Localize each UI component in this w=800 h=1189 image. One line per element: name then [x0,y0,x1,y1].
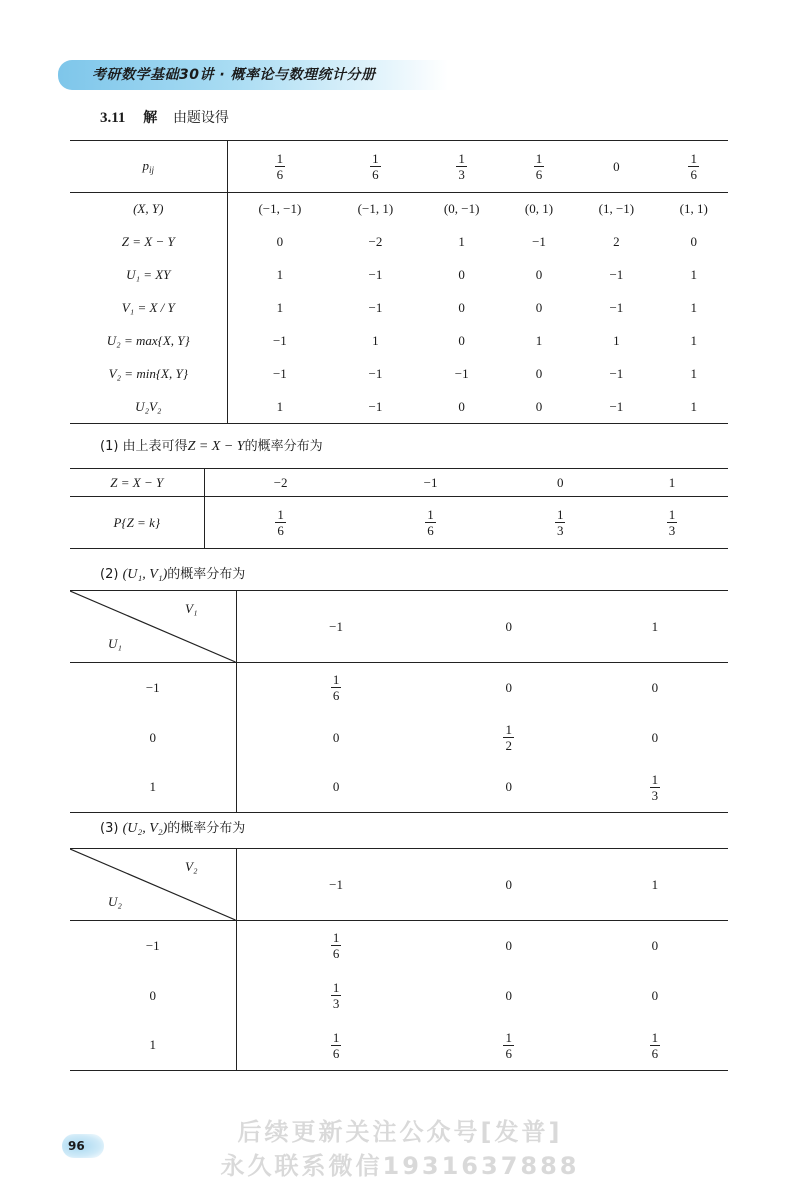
table-row [70,763,728,813]
part1-caption [100,438,323,456]
table-row [70,713,728,763]
row-header: V₂ = min{X, Y} [70,358,227,391]
part3-caption-suffix: 的概率分布为 [167,821,246,836]
value-cell [616,497,728,549]
numerator: 1 [332,980,340,995]
value-cell [236,971,436,1021]
value-cell [357,497,504,549]
fraction [331,980,342,1011]
corner-cell [70,591,236,663]
value-cell: 1 [690,366,697,381]
value-cell [436,1021,582,1071]
u2-v2-distribution-table [70,848,728,1071]
corner-v-label: V₂ [185,859,198,874]
numerator: 1 [427,507,434,522]
value-cell [436,713,582,763]
value-text: 0 [651,729,659,745]
value-cell: (1, −1) [598,201,635,217]
part2-caption-prefix: (2) [100,567,119,582]
denominator: 6 [427,523,434,538]
numerator: 1 [651,1029,659,1045]
value-cell: −1 [272,333,287,348]
row-header: U₂ = max{X, Y} [70,325,227,358]
corner-u-label: U₁ [108,636,122,651]
fraction [555,507,566,538]
value-cell: 1 [535,333,543,348]
value-cell: (−1, 1) [357,201,394,217]
fraction [688,151,699,182]
row-header: 1 [70,763,236,813]
denominator: 3 [458,167,465,182]
value-cell: 0 [535,267,543,282]
value-cell: 1 [276,398,284,414]
value-cell: −1 [368,398,383,414]
value-cell [332,141,418,193]
value-cell [582,971,728,1021]
row-header: P{Z = k} [70,497,204,549]
value-cell [504,497,616,549]
numerator: 1 [556,507,564,522]
joint-distribution-table [70,140,728,424]
row-header: −1 [70,663,236,713]
row-header: (X, Y) [70,193,227,226]
value-cell: 0 [535,366,543,381]
fraction [425,507,436,538]
value-cell: −1 [609,366,624,381]
p-subscript: ij [148,165,154,175]
row-header: V₁ = X / Y [70,292,227,325]
row-header: 0 [70,971,236,1021]
value-cell: −1 [368,300,383,315]
value-cell [236,713,436,763]
row-header: U₁ = XY [70,259,227,292]
value-cell [573,141,659,193]
value-cell [236,921,436,971]
numerator: 1 [458,151,465,166]
value-text: 0 [613,158,620,174]
table-row [70,921,728,971]
value-cell: 1 [372,333,379,348]
value-cell: 0 [458,300,465,315]
value-cell: 1 [276,300,284,315]
value-cell [582,921,728,971]
denominator: 6 [372,167,379,182]
value-cell [436,763,582,813]
numerator: 1 [505,722,512,737]
value-cell: 1 [613,333,620,348]
part3-caption [100,820,245,838]
value-cell: 0 [535,398,543,414]
part1-caption-prefix: (1) 由上表可得 [100,439,188,454]
banner-title: 考研数学基础30讲 · 概率论与数理统计分册 [92,67,376,83]
fraction [456,151,467,182]
table-row [70,971,728,1021]
fraction [331,930,342,961]
corner-v-label: V₁ [185,601,198,616]
denominator: 6 [332,1045,340,1061]
value-text: 0 [651,937,659,953]
value-cell: −1 [609,300,624,315]
value-cell: −1 [609,398,624,414]
fraction [503,722,514,753]
value-text: 0 [332,729,340,745]
value-text: 0 [505,679,512,695]
fraction [370,151,381,182]
header-row [70,849,728,921]
value-cell [236,663,436,713]
watermark-line-1: 后续更新关注公众号[发普] [237,1118,563,1146]
numerator: 1 [332,930,340,946]
value-cell [582,763,728,813]
part2-caption-suffix: 的概率分布为 [167,567,246,582]
row-header: Z = X − Y [70,226,227,259]
fraction [275,507,286,538]
value-text: 0 [505,779,512,795]
denominator: 6 [690,167,697,182]
denominator: 3 [651,787,659,803]
numerator: 1 [332,1029,340,1045]
value-text: 0 [651,679,659,695]
part3-caption-prefix: (3) [100,821,119,836]
numerator: 1 [651,771,659,787]
corner-u-label: U₂ [108,894,122,909]
u1-v1-distribution-table [70,590,728,813]
denominator: 3 [556,523,564,538]
value-cell: 0 [690,234,697,249]
value-cell: 0 [535,300,543,315]
fraction [667,507,678,538]
value-cell: −1 [532,234,546,249]
denominator: 6 [535,167,543,182]
problem-heading [100,108,229,128]
watermark-line-2: 永久联系微信1931637888 [220,1152,580,1180]
table-row [70,663,728,713]
value-cell [582,1021,728,1071]
value-text: 0 [505,937,512,953]
fraction [275,151,286,182]
z-prob-row [70,497,728,549]
value-cell: −1 [454,366,469,381]
denominator: 6 [505,1045,512,1061]
diagonal-line [70,591,236,662]
value-cell [582,663,728,713]
value-cell: 0 [556,474,564,490]
value-cell [436,971,582,1021]
value-cell: 1 [458,234,465,249]
value-cell: 1 [690,398,697,414]
denominator: 6 [651,1045,659,1061]
column-header: 1 [582,591,728,663]
part2-caption-math: (U₁, V₁) [122,567,168,582]
value-cell [659,141,728,193]
row-header: −1 [70,921,236,971]
table-row [70,226,728,259]
value-cell: 0 [458,333,465,348]
value-cell [236,763,436,813]
fraction [534,151,545,182]
value-cell [204,497,357,549]
value-cell [436,921,582,971]
fraction [650,772,661,803]
value-cell: 1 [668,474,676,490]
value-cell: −1 [423,474,438,490]
value-cell: 0 [458,398,465,414]
value-cell [436,663,582,713]
row-header: 1 [70,1021,236,1071]
numerator: 1 [372,151,379,166]
row-header: Z = X − Y [70,469,204,497]
problem-number: 3.11 [100,110,126,126]
value-cell [419,141,505,193]
column-header: 0 [436,849,582,921]
value-cell: 1 [690,267,697,282]
part1-caption-math: Z = X − Y [187,439,245,454]
numerator: 1 [277,507,284,522]
column-header: −1 [236,849,436,921]
row-header: 0 [70,713,236,763]
numerator: 1 [332,672,340,688]
numerator: 1 [505,1029,512,1045]
row-header: U₂V₂ [70,391,227,424]
table-row [70,358,728,391]
numerator: 1 [668,507,676,522]
corner-cell [70,849,236,921]
diagonal-line [70,849,236,920]
table-row [70,325,728,358]
page-number: 96 [62,1134,104,1158]
denominator: 6 [332,688,340,704]
value-cell: (1, 1) [679,201,708,217]
value-cell [227,141,332,193]
value-text: 0 [505,987,512,1003]
z-distribution-table [70,468,728,549]
numerator: 1 [276,151,284,166]
value-cell: 0 [458,267,465,282]
fraction [503,1030,514,1061]
denominator: 6 [276,167,284,182]
value-text: 0 [332,779,340,795]
value-cell: (0, −1) [443,201,480,217]
value-cell: 0 [276,234,284,249]
column-header: −1 [236,591,436,663]
value-cell: −1 [272,366,287,381]
header-row [70,591,728,663]
table-row [70,259,728,292]
value-cell: −2 [273,474,288,490]
part2-caption [100,566,245,584]
value-cell: −1 [368,267,383,282]
z-values-row [70,469,728,497]
part3-caption-math: (U₂, V₂) [122,821,168,836]
value-cell: 1 [690,300,697,315]
fraction [331,1030,342,1061]
value-cell: −2 [368,234,383,249]
denominator: 2 [505,738,512,753]
value-cell: −1 [368,366,383,381]
problem-description: 由题设得 [172,110,229,126]
value-cell: (0, 1) [524,201,554,217]
p-label: p [142,158,149,173]
value-text: 0 [651,987,659,1003]
column-header: 0 [436,591,582,663]
value-cell: 1 [690,333,697,348]
denominator: 3 [668,523,676,538]
value-cell: 1 [276,267,284,282]
probability-row [70,141,728,193]
column-header: 1 [582,849,728,921]
value-cell [236,1021,436,1071]
value-cell: −1 [609,267,624,282]
fraction [331,672,342,703]
numerator: 1 [535,151,543,166]
value-cell [505,141,573,193]
value-cell [582,713,728,763]
table-row [70,292,728,325]
denominator: 6 [277,523,284,538]
fraction [650,1030,661,1061]
denominator: 3 [332,996,340,1011]
numerator: 1 [690,151,697,166]
table-row [70,193,728,226]
row-header [70,141,227,193]
table-row [70,1021,728,1071]
value-cell: (−1, −1) [258,201,302,217]
denominator: 6 [332,946,340,962]
part1-caption-suffix: 的概率分布为 [244,439,323,454]
solve-label: 解 [143,110,158,126]
value-cell: 2 [613,234,620,249]
table-row [70,391,728,424]
